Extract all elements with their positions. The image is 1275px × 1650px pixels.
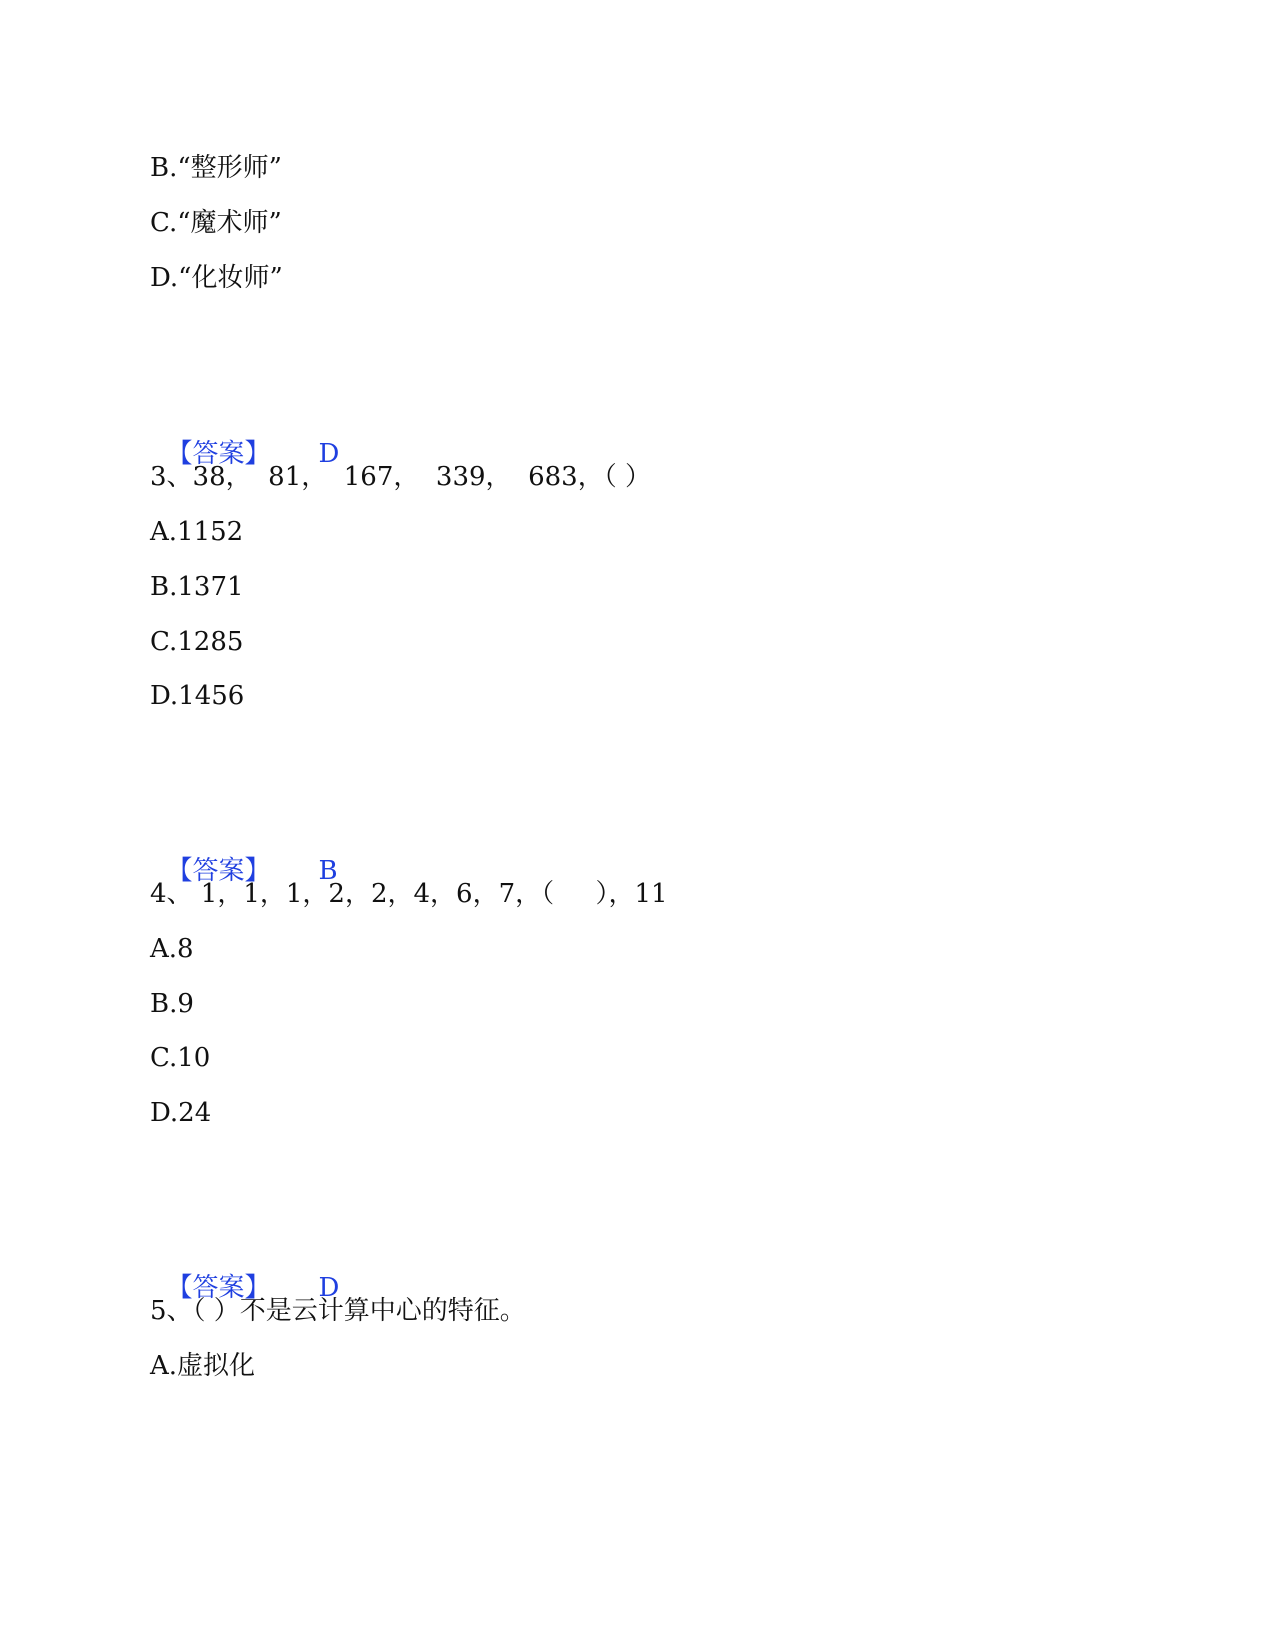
q4-option-a: A.8 [150,934,194,964]
q2-option-d: D.“化妆师” [150,263,283,293]
answer-value: B [318,856,338,886]
q5-stem: 5、（ ）不是云计算中心的特征。 [150,1296,526,1326]
answer-value: D [318,439,340,469]
q3-stem: 3、38， 81， 167， 339， 683，（ ） [150,462,651,492]
q4-stem: 4、 1，1，1，2，2，4，6，7，（ ），11 [150,879,668,909]
q3-option-c: C.1285 [150,627,244,657]
answer-label: 【答案】 [166,1273,271,1303]
q4-option-d: D.24 [150,1098,212,1128]
q3-option-a: A.1152 [150,517,244,547]
q3-option-d: D.1456 [150,681,245,711]
answer-label: 【答案】 [166,856,271,886]
q3-option-b: B.1371 [150,572,244,602]
q2-option-c: C.“魔术师” [150,208,282,238]
q4-option-b: B.9 [150,989,194,1019]
answer-label: 【答案】 [166,439,271,469]
q5-option-a: A.虚拟化 [150,1351,256,1381]
answer-value: D [318,1273,340,1303]
q4-option-c: C.10 [150,1043,211,1073]
q2-option-b: B.“整形师” [150,153,282,183]
